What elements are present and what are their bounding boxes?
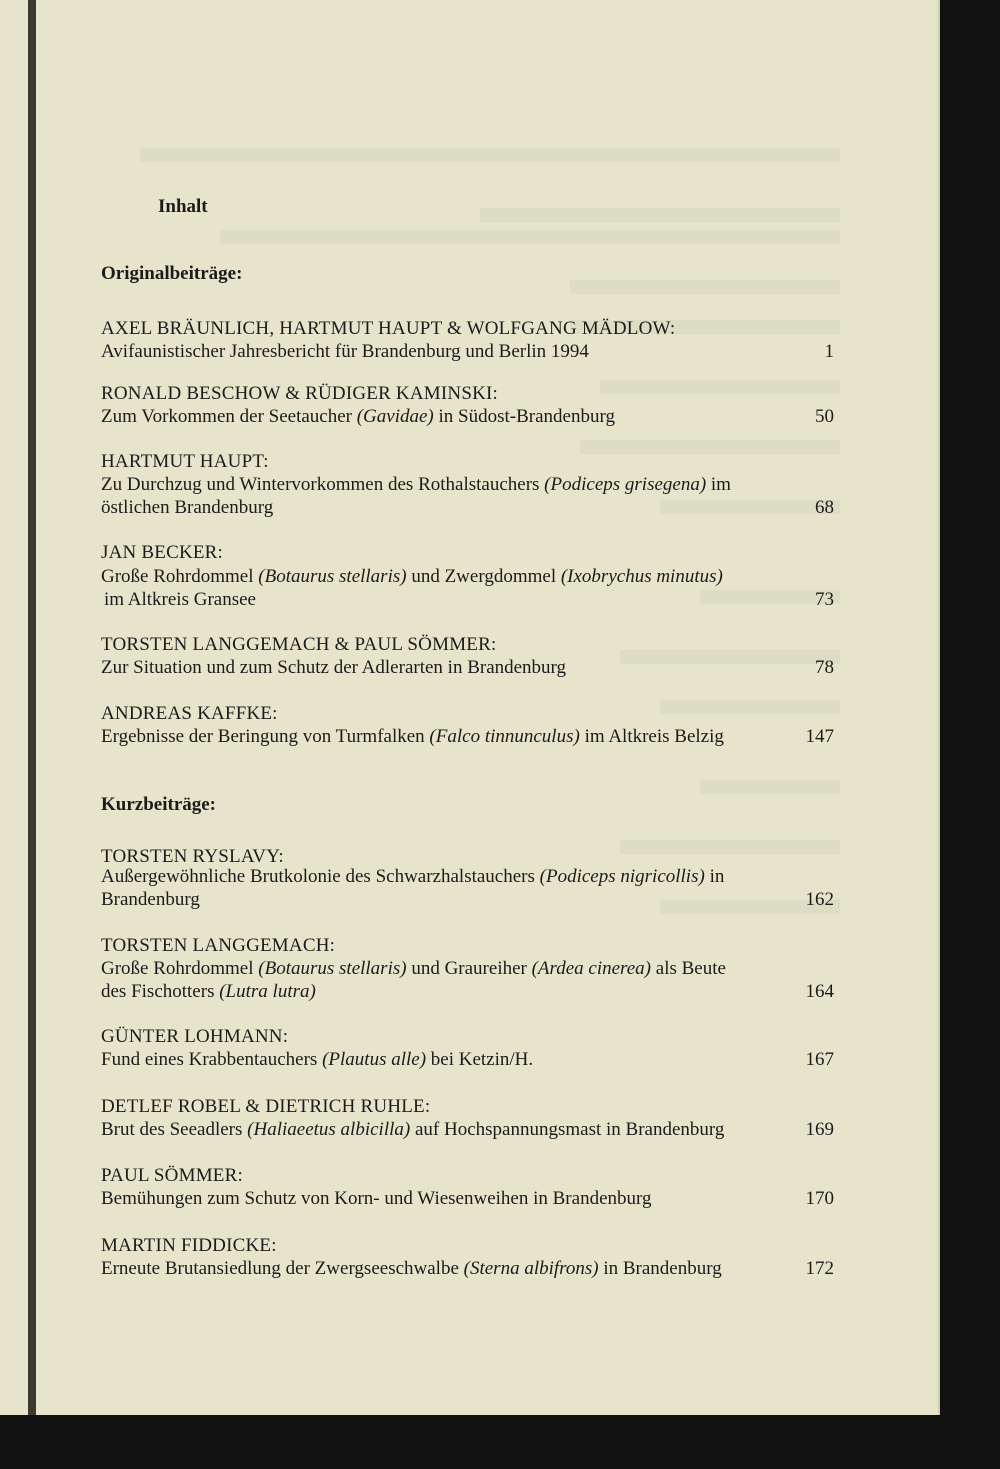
scientific-name: (Haliaeetus albicilla) [247,1119,411,1140]
section-heading-original: Originalbeiträge: [101,263,243,284]
title-part: Brut des Seeadlers [101,1119,248,1140]
entry-page-number: 172 [805,1258,834,1279]
section-heading-short: Kurzbeiträge: [101,794,217,815]
entry-authors: ANDREAS KAFFKE: [101,703,278,724]
title-part: Erneute Brutansiedlung der Zwergseeschwalbe [101,1258,464,1279]
title-part: im Altkreis Belzig [579,726,724,747]
title-part: in Südost-Brandenburg [433,406,615,427]
entry-page-number: 162 [805,889,834,910]
scientific-name: (Falco tinnunculus) [429,726,580,747]
entry-title-line2 [101,981,316,1003]
scientific-name: (Ixobrychus minutus) [560,566,723,587]
title-part: auf Hochspannungsmast in Brandenburg [410,1119,725,1140]
scientific-name: (Botaurus stellaris) [258,566,407,587]
scientific-name: (Sterna albifrons) [463,1258,599,1279]
entry-authors: TORSTEN RYSLAVY: [101,846,284,867]
entry-page-number: 50 [815,406,834,427]
entry-page-number: 78 [815,657,834,678]
entry-authors: RONALD BESCHOW & RÜDIGER KAMINSKI: [101,383,499,404]
title-part: in [704,866,725,887]
title-part: Große Rohrdommel [101,958,259,979]
entry-authors: AXEL BRÄUNLICH, HARTMUT HAUPT & WOLFGANG MÄDLOW: [101,318,676,339]
scientific-name: (Lutra lutra) [219,981,316,1002]
title-part: Ergebnisse der Beringung von Turmfalken [101,726,430,747]
scientific-name: (Podiceps nigricollis) [539,866,705,887]
title-part: Außergewöhnliche Brutkolonie des Schwarzhalstauchers [101,866,540,887]
entry-authors: DETLEF ROBEL & DIETRICH RUHLE: [101,1096,431,1117]
entry-authors: TORSTEN LANGGEMACH & PAUL SÖMMER: [101,634,497,655]
scientific-name: (Plautus alle) [322,1049,427,1070]
entry-page-number: 147 [805,726,834,747]
entry-title [101,1119,724,1141]
title-part: in Brandenburg [598,1258,722,1279]
page-title: Inhalt [158,196,208,217]
entry-page-number: 169 [805,1119,834,1140]
title-part: Zum Vorkommen der Seetaucher [101,406,357,427]
title-part: und Zwergdommel [406,566,561,587]
title-part: als Beute [651,958,726,979]
entry-authors: PAUL SÖMMER: [101,1165,243,1186]
entry-authors: TORSTEN LANGGEMACH: [101,935,336,956]
entry-title [101,657,566,679]
entry-page-number: 73 [815,589,834,610]
scientific-name: (Gavidae) [356,406,434,427]
entry-page-number: 68 [815,497,834,518]
title-part: Zu Durchzug und Wintervorkommen des Rothalstauchers [101,474,545,495]
entry-title [101,406,615,428]
entry-title [101,866,724,888]
entry-title [101,341,589,363]
entry-title [101,726,724,748]
title-part: bei Ketzin/H. [426,1049,534,1070]
entry-authors: GÜNTER LOHMANN: [101,1026,289,1047]
title-part: Avifaunistischer Jahresbericht für Brandenburg und Berlin 1994 [101,341,589,362]
scientific-name: (Botaurus stellaris) [258,958,407,979]
entry-title-line2: im Altkreis Gransee [104,589,256,610]
entry-title [101,1258,722,1280]
entry-title-line2: östlichen Brandenburg [101,497,274,518]
entry-title [101,1188,651,1210]
entry-page-number: 164 [805,981,834,1002]
scientific-name: (Podiceps grisegena) [544,474,707,495]
title-part: im [706,474,731,495]
title-part: Bemühungen zum Schutz von Korn- und Wiesenweihen in Brandenburg [101,1188,652,1209]
title-part: Große Rohrdommel [101,566,259,587]
entry-title [101,958,726,980]
title-part: Zur Situation und zum Schutz der Adlerarten in Brandenburg [101,657,567,678]
title-part: und Graureiher [406,958,532,979]
entry-authors: HARTMUT HAUPT: [101,451,269,472]
entry-title-line2: Brandenburg [101,889,200,910]
entry-authors: JAN BECKER: [101,542,224,563]
entry-title [101,474,731,496]
entry-authors: MARTIN FIDDICKE: [101,1235,277,1256]
title-part: Fund eines Krabbentauchers [101,1049,323,1070]
entry-title [101,566,723,588]
binding-edge [28,0,36,1415]
entry-title [101,1049,533,1071]
entry-page-number: 1 [824,341,834,362]
scientific-name: (Ardea cinerea) [531,958,652,979]
title-part: des Fischotters [101,981,220,1002]
entry-page-number: 170 [805,1188,834,1209]
entry-page-number: 167 [805,1049,834,1070]
